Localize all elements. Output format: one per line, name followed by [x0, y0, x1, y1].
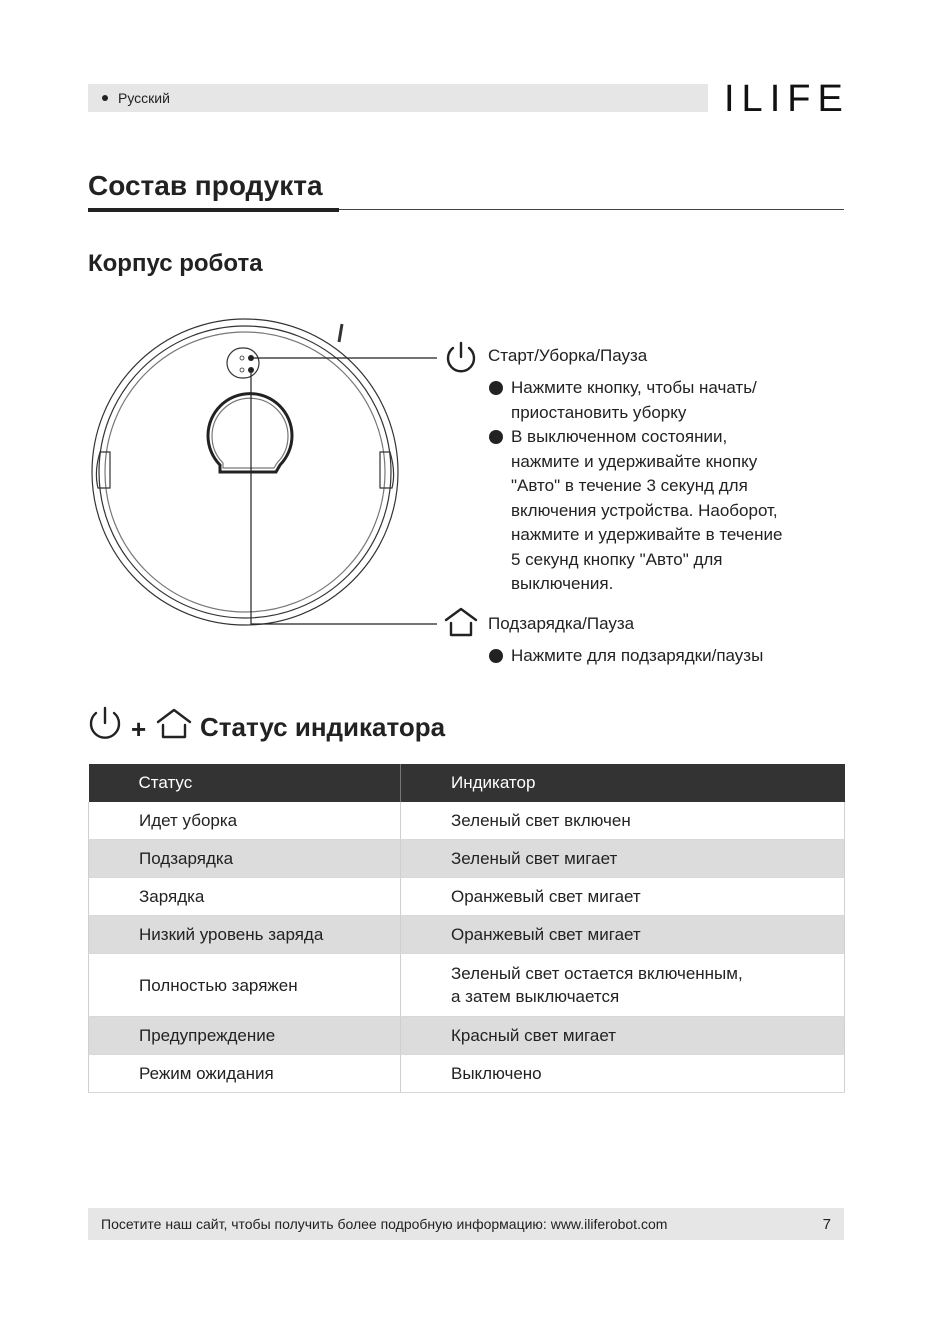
- plus-sign: +: [131, 714, 147, 744]
- bullet-dot: [102, 95, 108, 101]
- indicator-cell: Оранжевый свет мигает: [401, 878, 845, 916]
- bullet-dot: [489, 649, 503, 663]
- indicator-cell: Выключено: [401, 1055, 845, 1093]
- table-row: [89, 954, 845, 1017]
- home-button-title: Подзарядка/Пауза: [488, 614, 635, 633]
- bullet-dot: [489, 430, 503, 444]
- table-header-row: [89, 764, 845, 802]
- text-line: Нажмите кнопку, чтобы начать/: [511, 378, 757, 397]
- text-line: Нажмите для подзарядки/паузы: [511, 646, 764, 665]
- home-leader-line: [251, 373, 437, 624]
- robot-illustration: [80, 310, 450, 630]
- status-heading: Статус индикатора: [200, 712, 446, 742]
- table-row: [89, 802, 845, 840]
- indicator-cell: Зеленый свет включен: [401, 802, 845, 840]
- table-row: [89, 916, 845, 954]
- column-header-status: Статус: [89, 764, 401, 802]
- text-line: нажмите и удерживайте кнопку: [511, 451, 758, 471]
- start-button-title: Старт/Уборка/Пауза: [488, 346, 648, 365]
- bullet-dot: [489, 381, 503, 395]
- language-label: Русский: [118, 90, 170, 106]
- home-icon: [158, 710, 190, 737]
- indicator-cell: Зеленый свет мигает: [401, 840, 845, 878]
- start-bullet-1: [511, 376, 757, 425]
- home-button-dot: [248, 367, 254, 373]
- column-header-indicator: Индикатор: [401, 764, 845, 802]
- robot-body-title: Корпус робота: [88, 250, 263, 277]
- language-bar: [88, 84, 708, 112]
- indicator-cell: Красный свет мигает: [401, 1017, 845, 1055]
- status-cell: Режим ожидания: [89, 1055, 401, 1093]
- power-icon: [443, 340, 479, 376]
- home-bullet-1: [511, 644, 763, 669]
- status-cell: Зарядка: [89, 878, 401, 916]
- text-line: нажмите и удерживайте в течение: [511, 525, 783, 544]
- table-row: [89, 878, 845, 916]
- footer-bar: [88, 1208, 844, 1240]
- text-line: Зеленый свет остается включенным,: [451, 964, 743, 983]
- indicator-cell: [401, 954, 845, 1017]
- status-cell: Низкий уровень заряда: [89, 916, 401, 954]
- status-cell: Полностью заряжен: [89, 954, 401, 1017]
- indicator-cell: Оранжевый свет мигает: [401, 916, 845, 954]
- status-cell: Идет уборка: [89, 802, 401, 840]
- start-button-dot: [248, 355, 254, 361]
- power-icon: [91, 708, 119, 738]
- text-line: "Авто" в течение 3 секунд для: [511, 476, 748, 495]
- text-line: а затем выключается: [451, 987, 620, 1006]
- home-icon: [443, 606, 479, 638]
- section-title-underline: [88, 208, 339, 212]
- text-line: 5 секунд кнопку "Авто" для: [511, 549, 723, 569]
- table-row: [89, 840, 845, 878]
- status-table: [88, 764, 845, 1093]
- section-title: Состав продукта: [88, 170, 323, 201]
- footer-text: Посетите наш сайт, чтобы получить более подробную информацию: www.iliferobot.com: [101, 1216, 668, 1232]
- brand-logo: ILIFE: [724, 78, 850, 120]
- text-line: включения устройства. Наоборот,: [511, 500, 778, 520]
- start-bullet-2: [511, 425, 782, 597]
- text-line: выключения.: [511, 574, 614, 593]
- text-line: приостановить уборку: [511, 402, 687, 422]
- text-line: В выключенном состоянии,: [511, 427, 728, 446]
- table-row: [89, 1017, 845, 1055]
- status-cell: Предупреждение: [89, 1017, 401, 1055]
- table-row: [89, 1055, 845, 1093]
- page-number: 7: [822, 1215, 831, 1233]
- status-cell: Подзарядка: [89, 840, 401, 878]
